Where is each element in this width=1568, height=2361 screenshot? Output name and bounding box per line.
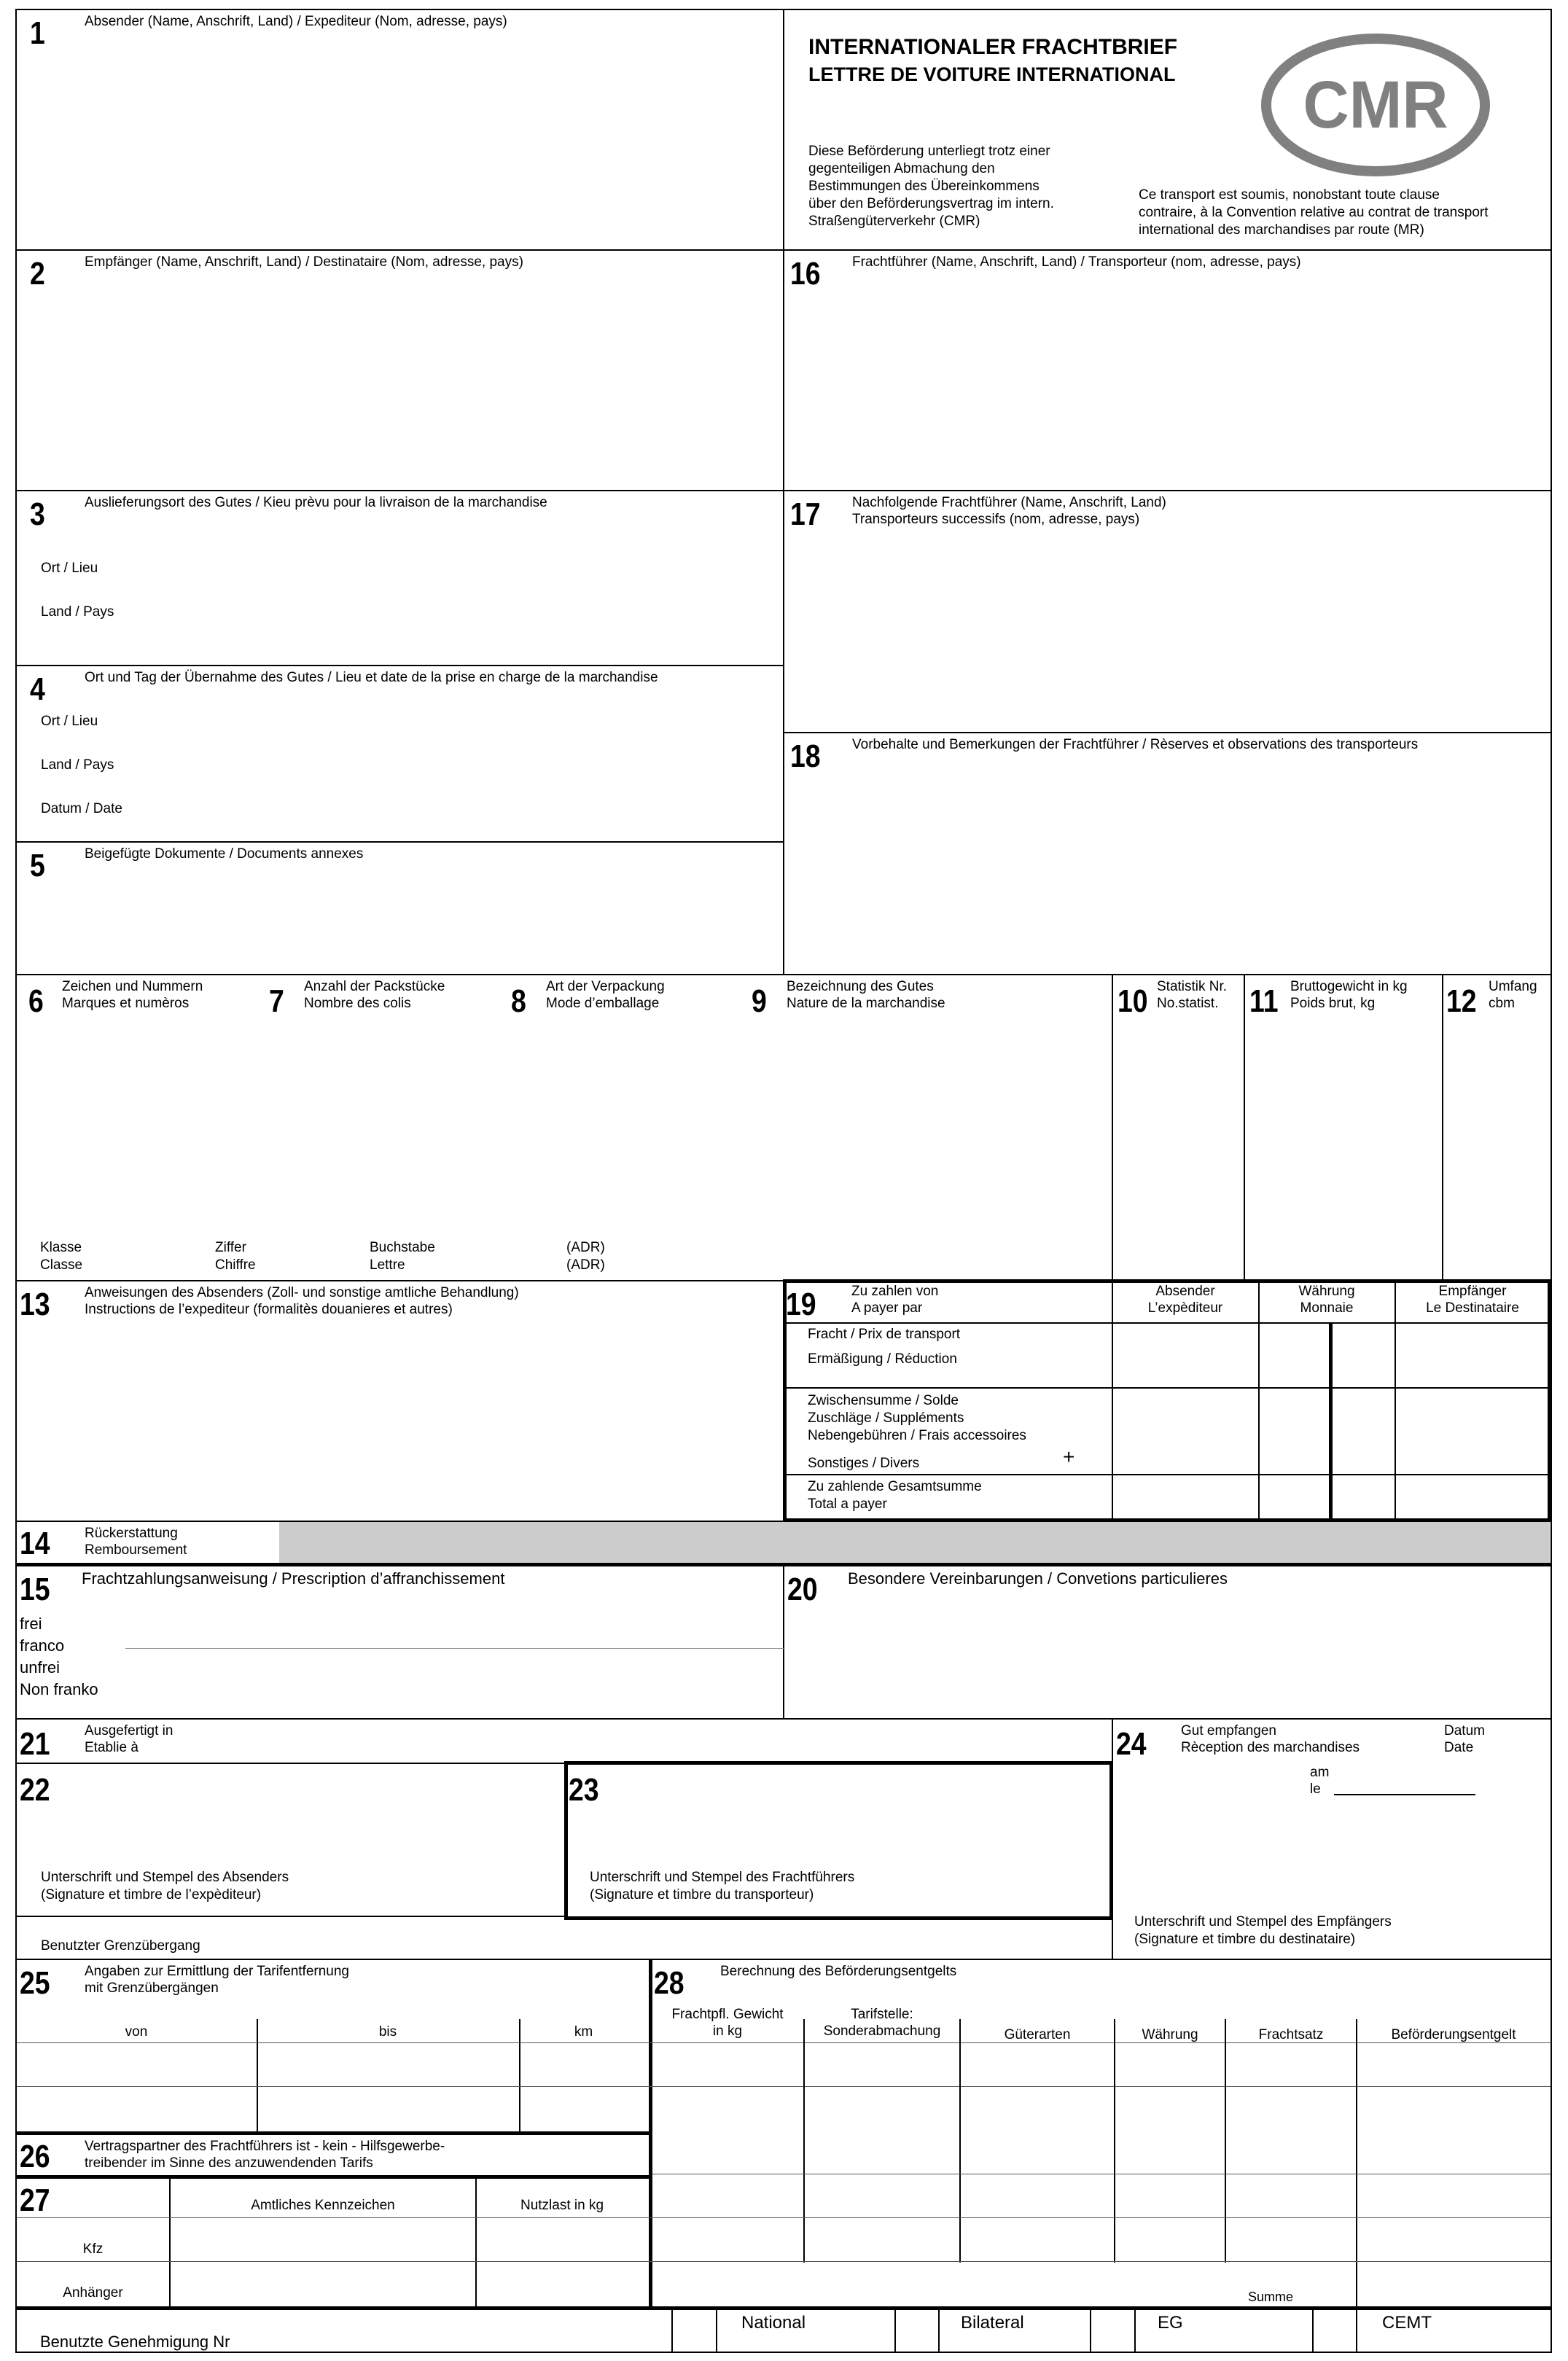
box-number: 19 xyxy=(786,1287,816,1322)
col-label: Frachtpfl. Gewicht xyxy=(671,2007,784,2022)
box-number: 22 xyxy=(20,1772,50,1808)
box-number: 8 xyxy=(511,983,526,1019)
box-17-successive-carriers[interactable] xyxy=(784,491,1550,732)
col-rate: Frachtsatz xyxy=(1258,2027,1324,2042)
sum-label: Summe xyxy=(1248,2290,1294,2304)
notice-line: Bestimmungen des Übereinkommens xyxy=(808,179,1040,194)
box-number: 16 xyxy=(790,256,821,292)
divider-currency xyxy=(1329,1322,1333,1521)
box-18-reservations[interactable] xyxy=(784,733,1550,974)
sum-input[interactable] xyxy=(1357,2263,1550,2306)
divider xyxy=(716,2309,717,2352)
box-1-sender[interactable] xyxy=(17,10,782,249)
border-crossing[interactable] xyxy=(17,1921,1110,1958)
option-bilateral: Bilateral xyxy=(961,2313,1024,2333)
box-label: Frachtführer (Name, Anschrift, Land) / Transporteur (nom, adresse, pays) xyxy=(852,254,1301,270)
box-9-nature-of-goods[interactable] xyxy=(743,975,1111,1238)
border-crossing-label: Benutzter Grenzübergang xyxy=(41,1938,200,1954)
col-tariff xyxy=(805,2006,959,2040)
divider xyxy=(652,2217,1551,2218)
box-label: Angaben zur Ermittlung der Tarifentfernung xyxy=(85,1964,349,1979)
box-number: 18 xyxy=(790,738,821,774)
signature-label: Unterschrift und Stempel des Absenders xyxy=(41,1870,289,1885)
box-label: Besondere Vereinbarungen / Convetions particulieres xyxy=(848,1569,1228,1588)
box-number: 9 xyxy=(752,983,767,1019)
box-number: 5 xyxy=(30,848,45,883)
box-label: Anzahl der Packstücke xyxy=(304,979,445,994)
box-number: 1 xyxy=(30,15,45,51)
box-label: Nature de la marchandise xyxy=(787,996,945,1011)
col-label: Tarifstelle: xyxy=(851,2007,913,2022)
notice-line: contraire, à la Convention relative au contrat de transport xyxy=(1139,205,1489,220)
col-plate: Amtliches Kennzeichen xyxy=(251,2198,395,2213)
col-consignee xyxy=(1396,1283,1549,1316)
box-label: No.statist. xyxy=(1157,996,1219,1011)
box-label: Bruttogewicht in kg xyxy=(1290,979,1408,994)
col-label: Währung xyxy=(1298,1284,1355,1299)
signature-label: Unterschrift und Stempel des Frachtführers xyxy=(590,1870,855,1885)
row-trailer: Anhänger xyxy=(63,2285,123,2300)
col-goods-type: Güterarten xyxy=(1004,2027,1071,2042)
box-label: Ausgefertigt in xyxy=(85,1723,173,1738)
box-label: Vertragspartner des Frachtführers ist - kein - Hilfsgewerbe- xyxy=(85,2139,445,2154)
box-label: Berechnung des Beförderungsentgelts xyxy=(720,1964,957,1979)
box-26-contract-partner xyxy=(17,2135,647,2175)
adr-label: (ADR) xyxy=(566,1240,605,1255)
box-label: Frachtzahlungsanweisung / Prescription d’affranchissement xyxy=(82,1569,505,1588)
box-label: Zeichen und Nummern xyxy=(62,979,203,994)
col-km: km xyxy=(574,2024,593,2040)
box-4-takeover-place-date[interactable] xyxy=(17,666,782,841)
box-number: 3 xyxy=(30,496,45,532)
truck-payload-input[interactable] xyxy=(477,2219,647,2260)
on-label-fr: le xyxy=(1310,1782,1321,1797)
col-label: in kg xyxy=(712,2024,743,2039)
checkbox-eg[interactable] xyxy=(1091,2311,1134,2351)
col-label: L’expèditeur xyxy=(1147,1300,1223,1316)
permit-number[interactable] xyxy=(17,2311,673,2351)
box-11-gross-weight[interactable] xyxy=(1245,975,1440,1280)
col-currency xyxy=(1260,1283,1394,1316)
adr-class-label: Klasse xyxy=(40,1240,82,1255)
checkbox-bilateral[interactable] xyxy=(896,2311,937,2351)
box-label: Empfänger (Name, Anschrift, Land) / Destinataire (Nom, adresse, pays) xyxy=(85,254,523,270)
form-header xyxy=(784,10,1550,249)
row-label-misc: Sonstiges / Divers xyxy=(808,1456,920,1471)
row-label-subtotal: Zwischensumme / Solde xyxy=(808,1393,959,1408)
adr-class-label-fr: Classe xyxy=(40,1257,83,1273)
divider xyxy=(17,2086,1551,2087)
box-5-documents[interactable] xyxy=(17,843,782,974)
box-label: Nombre des colis xyxy=(304,996,411,1011)
col-label: Le Destinataire xyxy=(1426,1300,1519,1316)
date-label: Datum / Date xyxy=(41,801,122,816)
box-label: cbm xyxy=(1489,996,1515,1011)
box-15-payment-instructions[interactable] xyxy=(17,1566,782,1718)
box-number: 11 xyxy=(1249,983,1279,1019)
box-number: 6 xyxy=(28,983,44,1019)
cmr-logo-text: CMR xyxy=(1303,68,1448,142)
box-number: 14 xyxy=(20,1526,50,1561)
col-payload: Nutzlast in kg xyxy=(520,2198,604,2213)
box-2-consignee[interactable] xyxy=(17,251,782,490)
notice-line: gegenteiligen Abmachung den xyxy=(808,161,995,176)
checkbox-national[interactable] xyxy=(673,2311,715,2351)
col-chargeable-weight xyxy=(652,2006,803,2040)
divider xyxy=(15,2306,1552,2310)
notice-line: Diese Beförderung unterliegt trotz einer xyxy=(808,144,1050,159)
box-number: 10 xyxy=(1118,983,1148,1019)
box-number: 15 xyxy=(20,1572,50,1607)
notice-line: Straßengüterverkehr (CMR) xyxy=(808,214,980,229)
charges-row-4[interactable] xyxy=(652,2175,1551,2217)
col-label: Monnaie xyxy=(1300,1300,1354,1316)
on-label: am xyxy=(1310,1765,1330,1780)
place-label: Ort / Lieu xyxy=(41,561,98,576)
divider xyxy=(15,1916,566,1917)
box-label: Beigefügte Dokumente / Documents annexes xyxy=(85,846,364,862)
col-sender xyxy=(1113,1283,1257,1316)
box-number: 17 xyxy=(790,496,821,532)
box-number: 28 xyxy=(654,1965,684,2001)
box-label: Marques et numèros xyxy=(62,996,190,1011)
box-label: A payer par xyxy=(851,1300,923,1316)
box-number: 23 xyxy=(569,1772,599,1808)
box-number: 7 xyxy=(269,983,284,1019)
trailer-payload-input[interactable] xyxy=(477,2263,647,2306)
box-number: 2 xyxy=(30,256,45,292)
row-label-supplements: Zuschläge / Suppléments xyxy=(808,1410,964,1426)
box-21-established-in[interactable] xyxy=(17,1720,1110,1762)
option-unfrei[interactable]: unfrei xyxy=(20,1658,61,1677)
box-24-goods-received[interactable] xyxy=(1113,1720,1551,1959)
divider xyxy=(784,1474,1550,1475)
option-cemt: CEMT xyxy=(1382,2313,1432,2333)
box-label: Statistik Nr. xyxy=(1157,979,1228,994)
charges-row-2[interactable] xyxy=(652,2088,1551,2129)
row-label-total-fr: Total a payer xyxy=(808,1496,887,1512)
col-to: bis xyxy=(378,2024,397,2040)
divider xyxy=(1395,1281,1396,1521)
box-20-special-agreements[interactable] xyxy=(784,1566,1550,1718)
divider xyxy=(1112,1281,1113,1521)
box-label: Nachfolgende Frachtführer (Name, Anschrift, Land) xyxy=(852,495,1166,510)
box-16-carrier[interactable] xyxy=(784,251,1550,490)
divider xyxy=(938,2309,940,2352)
notice-line: über den Beförderungsvertrag im intern. xyxy=(808,196,1054,211)
box-label: Umfang xyxy=(1489,979,1537,994)
option-franco[interactable]: franco xyxy=(20,1636,65,1655)
col-label: Sonderabmachung xyxy=(823,2024,941,2039)
box-label: mit Grenzübergängen xyxy=(85,1980,219,1996)
divider xyxy=(784,1387,1550,1389)
date-label: Datum xyxy=(1444,1723,1485,1738)
row-label-reduction: Ermäßigung / Réduction xyxy=(808,1351,957,1367)
box-label: Art der Verpackung xyxy=(546,979,665,994)
row-truck: Kfz xyxy=(82,2241,104,2257)
row-label-accessory: Nebengebühren / Frais accessoires xyxy=(808,1428,1026,1443)
box-12-volume[interactable] xyxy=(1443,975,1550,1280)
box-label: Gut empfangen xyxy=(1181,1723,1276,1738)
box-number: 24 xyxy=(1116,1726,1147,1762)
box-22-sender-signature[interactable] xyxy=(17,1764,563,1916)
box-number: 25 xyxy=(20,1965,50,2001)
title-de: INTERNATIONALER FRACHTBRIEF xyxy=(808,35,1178,59)
box-label: Zu zahlen von xyxy=(851,1284,939,1299)
signature-label-fr: (Signature et timbre de l’expèditeur) xyxy=(41,1887,262,1903)
charges-row-5[interactable] xyxy=(652,2219,1551,2260)
title-fr: LETTRE DE VOITURE INTERNATIONAL xyxy=(808,63,1176,85)
country-label: Land / Pays xyxy=(41,604,114,620)
distance-row-1[interactable] xyxy=(17,2044,647,2085)
box-number: 27 xyxy=(20,2182,50,2218)
charges-row-3[interactable] xyxy=(652,2131,1551,2173)
box-label: Ort und Tag der Übernahme des Gutes / Lieu et date de la prise en charge de la marchandise xyxy=(85,670,658,685)
option-frei[interactable]: frei xyxy=(20,1615,42,1633)
divider xyxy=(1258,1281,1260,1521)
option-non-franko[interactable]: Non franko xyxy=(20,1680,98,1698)
box-3-delivery-place[interactable] xyxy=(17,491,782,665)
box-number: 26 xyxy=(20,2139,50,2174)
box-number: 21 xyxy=(20,1726,50,1762)
option-eg: EG xyxy=(1158,2313,1183,2333)
box-number: 4 xyxy=(30,671,45,707)
notice-fr xyxy=(1139,187,1489,239)
distance-row-2[interactable] xyxy=(17,2088,647,2130)
box-label: Anweisungen des Absenders (Zoll- und sonstige amtliche Behandlung) xyxy=(85,1285,519,1300)
box-label: Bezeichnung des Gutes xyxy=(787,979,934,994)
box-label: Mode d’emballage xyxy=(546,996,660,1011)
box-label: Etablie à xyxy=(85,1740,139,1755)
box-13-sender-instructions[interactable] xyxy=(17,1281,782,1521)
adr-label-fr: (ADR) xyxy=(566,1257,605,1273)
box-6-marks-numbers[interactable] xyxy=(17,975,257,1238)
adr-letter-label: Buchstabe xyxy=(370,1240,435,1255)
notice-line: Ce transport est soumis, nonobstant toute clause xyxy=(1139,187,1440,203)
signature-label: Unterschrift und Stempel des Empfängers xyxy=(1134,1914,1392,1929)
box-7-number-of-packages[interactable] xyxy=(259,975,499,1238)
box-label: Rückerstattung xyxy=(85,1526,178,1541)
place-label: Ort / Lieu xyxy=(41,714,98,729)
col-from: von xyxy=(125,2024,148,2040)
trailer-plate-input[interactable] xyxy=(171,2263,475,2306)
row-label-freight: Fracht / Prix de transport xyxy=(808,1327,961,1342)
col-charge: Beförderungsentgelt xyxy=(1391,2027,1516,2042)
box-label: Absender (Name, Anschrift, Land) / Expediteur (Nom, adresse, pays) xyxy=(85,14,507,29)
divider xyxy=(784,1322,1550,1324)
truck-plate-input[interactable] xyxy=(171,2219,475,2260)
box-number: 12 xyxy=(1446,983,1477,1019)
box-14-cash-on-delivery[interactable] xyxy=(17,1522,279,1564)
cash-on-delivery-amount[interactable] xyxy=(279,1522,1550,1564)
box-label: Transporteurs successifs (nom, adresse, pays) xyxy=(852,512,1140,527)
box-label: Vorbehalte und Bemerkungen der Frachtführer / Rèserves et observations des transporteurs xyxy=(852,737,1419,752)
divider xyxy=(652,2261,1551,2262)
box-label: Auslieferungsort des Gutes / Kieu prèvu pour la livraison de la marchandise xyxy=(85,495,547,510)
signature-label-fr: (Signature et timbre du destinataire) xyxy=(1134,1932,1356,1947)
box-label: Poids brut, kg xyxy=(1290,996,1376,1011)
signature-label-fr: (Signature et timbre du transporteur) xyxy=(590,1887,814,1903)
divider xyxy=(1134,2309,1136,2352)
date-label-fr: Date xyxy=(1444,1740,1474,1755)
adr-digit-label-fr: Chiffre xyxy=(215,1257,256,1273)
box-number: 20 xyxy=(787,1572,818,1607)
box-10-statistical-number[interactable] xyxy=(1113,975,1243,1280)
separator-line xyxy=(125,1648,784,1649)
charges-row-1[interactable] xyxy=(652,2044,1551,2085)
box-label: treibender im Sinne des anzuwendenden Tarifs xyxy=(85,2155,373,2171)
col-currency: Währung xyxy=(1142,2027,1198,2042)
box-label: Remboursement xyxy=(85,1542,187,1558)
permit-label: Benutzte Genehmigung Nr xyxy=(40,2333,230,2351)
box-label: Rèception des marchandises xyxy=(1181,1740,1360,1755)
received-date-input[interactable] xyxy=(1334,1794,1475,1795)
box-23-carrier-signature[interactable] xyxy=(569,1765,1108,1916)
option-national: National xyxy=(741,2313,806,2333)
row-label-total: Zu zahlende Gesamtsumme xyxy=(808,1479,982,1494)
box-number: 13 xyxy=(20,1287,50,1322)
country-label: Land / Pays xyxy=(41,757,114,773)
notice-line: international des marchandises par route (MR) xyxy=(1139,222,1424,238)
divider xyxy=(1356,2309,1357,2352)
adr-digit-label: Ziffer xyxy=(215,1240,246,1255)
col-label: Absender xyxy=(1155,1284,1215,1299)
checkbox-cemt[interactable] xyxy=(1314,2311,1355,2351)
adr-letter-label-fr: Lettre xyxy=(370,1257,405,1273)
notice-de xyxy=(808,143,1054,230)
plus-icon: + xyxy=(1063,1445,1075,1468)
box-8-packing-method[interactable] xyxy=(501,975,741,1238)
col-label: Empfänger xyxy=(1438,1284,1507,1299)
box-label: Instructions de l’expediteur (formalitès douanieres et autres) xyxy=(85,1302,453,1317)
